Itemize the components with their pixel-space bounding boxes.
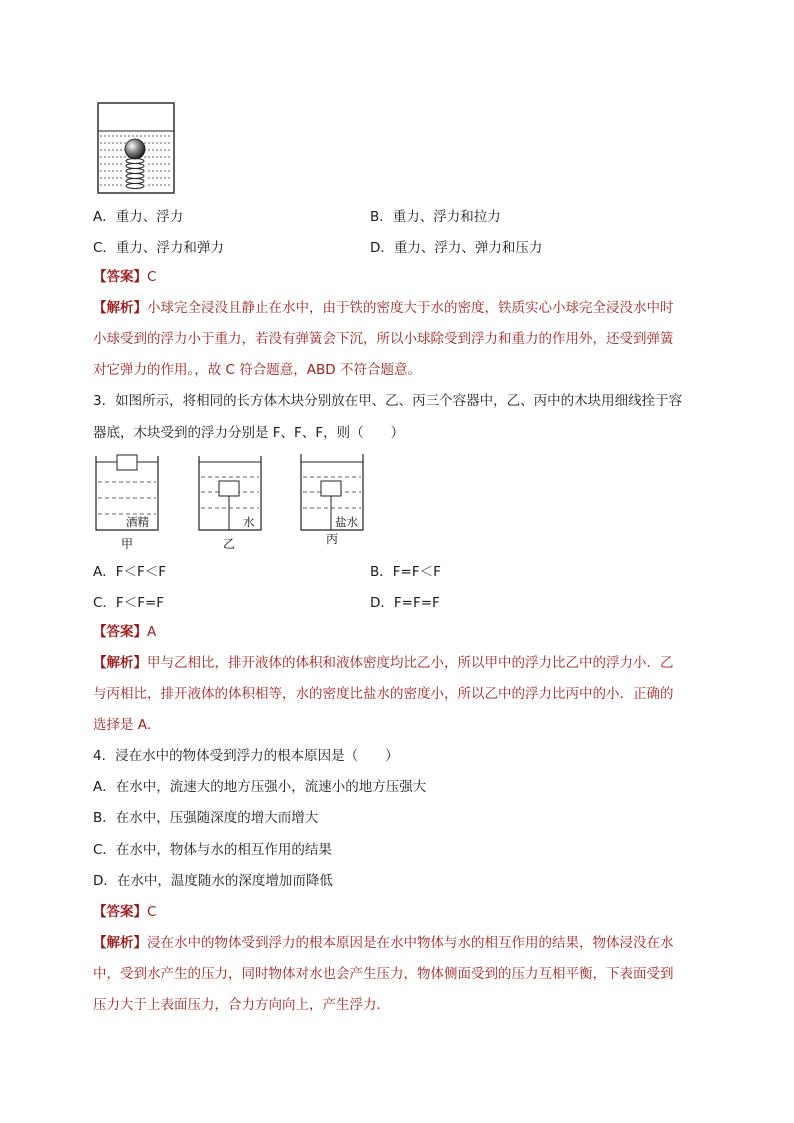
liquid-label-jia: 酒精: [126, 515, 149, 529]
liquid-label-yi: 水: [243, 515, 255, 529]
container-bing: [301, 454, 363, 546]
q2-analysis-line-3: 对它弹力的作用。，故 C 符合题意，ABD 不符合题意。: [93, 362, 421, 378]
q3-stem-line-2: 器底，木块受到的浮力分别是 F、F、F，则（ ）: [93, 425, 405, 441]
q2-option-a: A．重力、浮力: [93, 209, 184, 225]
q4-option-b: B．在水中，压强随深度的增大而增大: [93, 810, 319, 826]
answer-value: C: [147, 904, 157, 920]
q4-analysis-line-1: [93, 933, 674, 953]
analysis-label: 【解析】: [93, 935, 147, 951]
q4-option-d: D．在水中，温度随水的深度增加而降低: [93, 873, 333, 889]
q3-option-d: D．F=F=F: [370, 595, 440, 611]
q4-analysis-line-2: 中，受到水产生的压力，同时物体对水也会产生压力，物体侧面受到的压力互相平衡，下表面受到: [93, 966, 674, 982]
answer-label: 【答案】: [93, 624, 147, 640]
container-jia: [96, 455, 158, 551]
q3-stem-line-1: 3．如图所示，将相同的长方体木块分别放在甲、乙、丙三个容器中，乙、丙中的木块用细线拴于容: [93, 393, 683, 409]
answer-value: C: [147, 269, 157, 285]
analysis-text: 小球完全浸没且静止在水中，由于铁的密度大于水的密度，铁质实心小球完全浸没水中时: [147, 300, 674, 316]
q2-option-b: B．重力、浮力和拉力: [370, 209, 501, 225]
q3-option-c: C．F＜F=F: [93, 595, 165, 611]
three-containers-figure: [92, 452, 372, 552]
q3-answer: [93, 622, 156, 642]
analysis-label: 【解析】: [93, 300, 147, 316]
container-yi: [199, 456, 261, 551]
q3-analysis-line-1: [93, 653, 674, 673]
analysis-text: 浸在水中的物体受到浮力的根本原因是在水中物体与水的相互作用的结果，物体浸没在水: [147, 935, 674, 951]
q3-option-a: A．F＜F＜F: [93, 564, 167, 580]
q2-option-d: D．重力、浮力、弹力和压力: [370, 240, 543, 256]
answer-label: 【答案】: [93, 904, 147, 920]
q3-analysis-line-3: 选择是 A．: [93, 717, 161, 733]
caption-bing: 丙: [326, 532, 339, 546]
q2-analysis-line-1: [93, 298, 674, 318]
q4-analysis-line-3: 压力大于上表面压力，合力方向向上，产生浮力．: [93, 997, 390, 1013]
q4-option-c: C．在水中，物体与水的相互作用的结果: [93, 842, 332, 858]
analysis-label: 【解析】: [93, 655, 147, 671]
q4-option-a: A．在水中，流速大的地方压强小，流速小的地方压强大: [93, 779, 427, 795]
caption-yi: 乙: [223, 537, 236, 551]
q2-option-c: C．重力、浮力和弹力: [93, 240, 224, 256]
q2-answer: [93, 267, 156, 287]
spring-ball-figure: [96, 101, 176, 195]
answer-value: A: [147, 624, 157, 640]
q4-answer: [93, 902, 156, 922]
q4-stem: 4．浸在水中的物体受到浮力的根本原因是（ ）: [93, 748, 399, 764]
liquid-label-bing: 盐水: [335, 515, 358, 529]
q2-analysis-line-2: 小球受到的浮力小于重力，若没有弹簧会下沉，所以小球除受到浮力和重力的作用外，还受到弹簧: [93, 331, 674, 347]
q3-analysis-line-2: 与丙相比，排开液体的体积相等，水的密度比盐水的密度小，所以乙中的浮力比丙中的小．正确的: [93, 686, 674, 702]
analysis-text: 甲与乙相比，排开液体的体积和液体密度均比乙小，所以甲中的浮力比乙中的浮力小．乙: [147, 655, 674, 671]
caption-jia: 甲: [121, 537, 134, 551]
q3-option-b: B．F=F＜F: [370, 564, 441, 580]
answer-label: 【答案】: [93, 269, 147, 285]
